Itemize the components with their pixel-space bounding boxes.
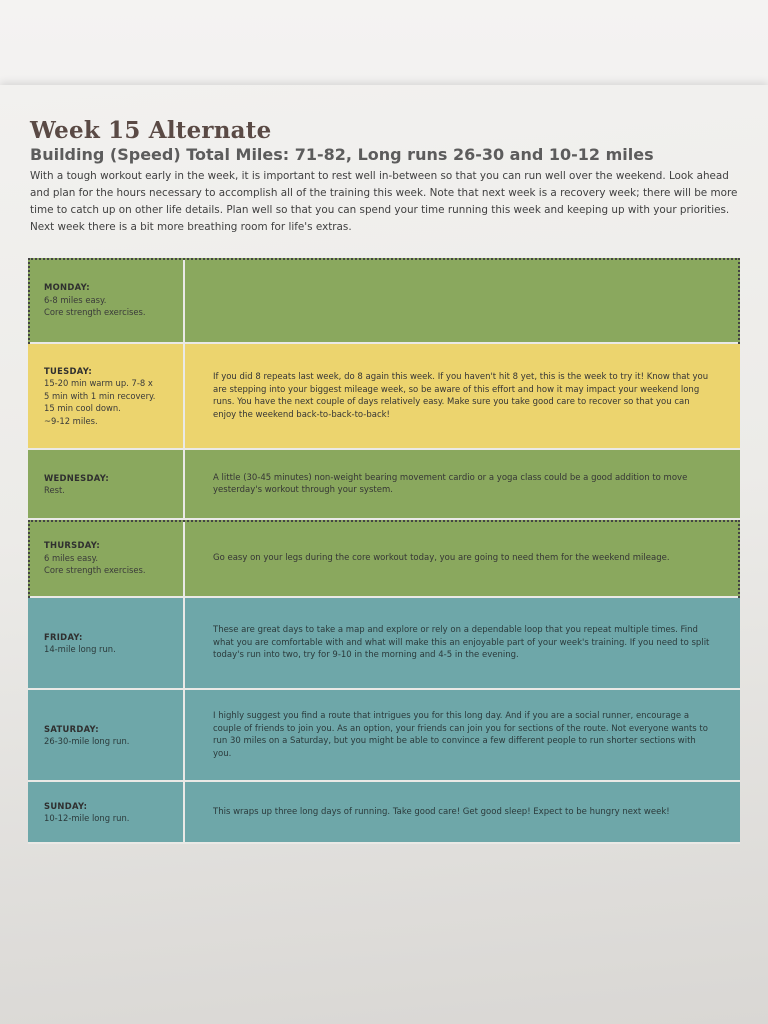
plan-line: Core strength exercises.: [44, 565, 146, 576]
plan-line: 26-30-mile long run.: [44, 736, 130, 746]
plan-line: Rest.: [44, 485, 65, 495]
notes-cell: This wraps up three long days of running. Take good care! Get good sleep! Expect to be hungry next week!: [213, 806, 670, 817]
day-cell: [28, 344, 185, 448]
plan-line: 15-20 min warm up. 7-8 x: [44, 378, 153, 389]
plan-line: 14-mile long run.: [44, 644, 116, 654]
notes-cell: If you did 8 repeats last week, do 8 again this week. If you haven't hit 8 yet, this is the week to try it! Know that you are stepping into your biggest mileage week, so be aware of this effort and how it may impact your weekend long runs. You have the next couple of days relatively easy. Make sure you take good care to recover so that you can enjoy the weekend back-to-back-to-back!: [213, 372, 709, 420]
plan-line: Core strength exercises.: [44, 307, 146, 318]
day-name: THURSDAY:: [44, 540, 101, 551]
plan-line: 10-12-mile long run.: [44, 813, 130, 823]
notes-cell: I highly suggest you find a route that intrigues you for this long day. And if you are a social runner, encourage a couple of friends to join you. As an option, your friends can join you for sections of the route. Not everyone wants to run 30 miles on a Saturday, but you might be able to convince a few different people to run shorter sections with you.: [213, 711, 708, 759]
notes-cell: Go easy on your legs during the core workout today, you are going to need them for the weekend mileage.: [213, 552, 670, 563]
notes-cell: [185, 258, 740, 342]
page-title: Week 15 Alternate: [30, 117, 272, 144]
table-row-thursday: [28, 520, 740, 598]
notes-cell: These are great days to take a map and explore or rely on a dependable loop that you repeat multiple times. Find what you are comfortable with and what will make this an enjoyable part of your week's training. If you need to split today's run into two, try for 9-10 in the morning and 4-5 in the evening.: [213, 625, 710, 661]
day-cell: [28, 520, 185, 596]
day-cell: [28, 450, 185, 518]
plan-line: 6-8 miles easy.: [44, 294, 107, 305]
plan-line: 15 min cool down.: [44, 403, 121, 414]
intro-paragraph: With a tough workout early in the week, it is important to rest well in-between so that you can run well over the weekend. Look ahead and plan for the hours necessary to accomplish all of the training this week. Note that next week is a recovery week; there will be more time to catch up on other life details. Plan well so that you can spend your time running this week and keeping up with your priorities. Next week there is a bit more breathing room for life's extras.: [30, 170, 738, 233]
table-row-sunday: [28, 782, 740, 844]
plan-line: ~9-12 miles.: [44, 415, 98, 426]
day-cell: [28, 690, 185, 780]
table-row-wednesday: [28, 450, 740, 520]
plan-line: 5 min with 1 min recovery.: [44, 390, 156, 401]
day-name: FRIDAY:: [44, 631, 83, 642]
table-row-monday: [28, 258, 740, 344]
page-subtitle: Building (Speed) Total Miles: 71-82, Long runs 26-30 and 10-12 miles: [30, 145, 654, 164]
notes-cell: A little (30-45 minutes) non-weight bearing movement cardio or a yoga class could be a good addition to move yesterday's workout through your system.: [213, 472, 688, 495]
table-row-saturday: [28, 690, 740, 782]
day-name: SUNDAY:: [44, 800, 88, 811]
table-row-tuesday: [28, 344, 740, 450]
day-cell: [28, 598, 185, 688]
day-name: SATURDAY:: [44, 723, 99, 734]
day-name: WEDNESDAY:: [44, 472, 109, 483]
table-row-friday: [28, 598, 740, 690]
plan-line: 6 miles easy.: [44, 552, 99, 563]
day-name: MONDAY:: [44, 282, 90, 293]
weekly-schedule-table: [28, 258, 740, 844]
day-cell: [28, 782, 185, 842]
day-name: TUESDAY:: [44, 365, 92, 376]
day-cell: [28, 258, 185, 342]
